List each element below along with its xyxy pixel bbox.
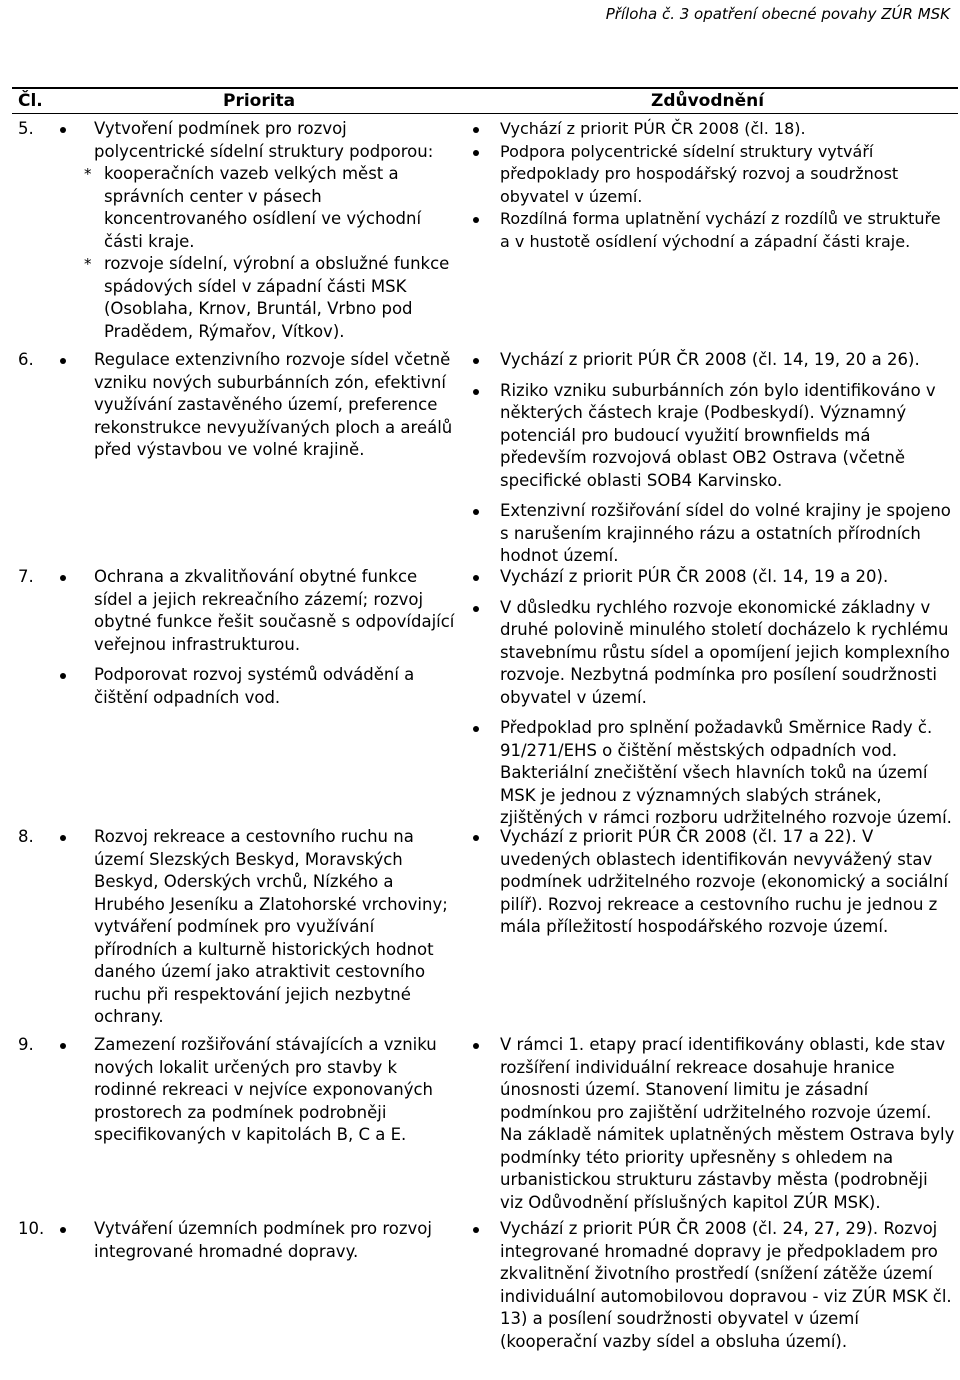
column-header-priority: Priorita — [223, 91, 296, 111]
header-note: Příloha č. 3 opatření obecné povahy ZÚR MSK — [605, 5, 950, 23]
reason-cell — [470, 1034, 955, 1214]
priority-text: Podporovat rozvoj systémů odvádění a čištění odpadních vod. — [60, 664, 460, 709]
priority-text: Zamezení rozšiřování stávajících a vzniku nových lokalit určených pro stavby k rodinné rekreaci v nejvíce exponovaných prostorech za podmínek podrobněji specifikovaných v kapitolách B, C a E. — [60, 1034, 460, 1147]
table-header — [18, 91, 956, 113]
table-top-rule — [12, 87, 958, 89]
row-number: 5. — [18, 119, 34, 138]
row-number: 7. — [18, 567, 34, 586]
priority-text: Vytváření územních podmínek pro rozvoj integrované hromadné dopravy. — [60, 1218, 460, 1263]
priority-cell — [60, 349, 460, 462]
reason-text: Rozdílná forma uplatnění vychází z rozdílů ve struktuře a v hustotě osídlení východní a západní části kraje. — [470, 208, 955, 253]
priority-cell — [60, 826, 460, 1029]
priority-cell — [60, 1218, 460, 1263]
reason-cell — [470, 1218, 955, 1353]
row-number: 6. — [18, 350, 34, 369]
reason-text: Vychází z priorit PÚR ČR 2008 (čl. 24, 27, 29). Rozvoj integrované hromadné dopravy je předpokladem pro zkvalitnění životního prostředí (snížení zátěže území individuální automobilovou dopravou - viz ZÚR MSK čl. 13) a posílení soudržnosti obyvatel v území (kooperační vazby sídel a obsluha území). — [470, 1218, 955, 1353]
priority-subitem: * kooperačních vazeb velkých měst a správních center v pásech koncentrovaného osídlení ve východní části kraje. — [60, 163, 460, 253]
reason-text: V rámci 1. etapy prací identifikovány oblasti, kde stav rozšíření individuální rekreace dosahuje hranice únosnosti území. Stanovení limitu je zásadní podmínkou pro zajištění udržitelného rozvoje území. Na základě námitek uplatněných městem Ostrava byly podmínky této priority upřesněny s ohledem na urbanistickou strukturu zástavby města (podrobněji viz Odůvodnění příslušných kapitol ZÚR MSK). — [470, 1034, 955, 1214]
reason-cell — [470, 118, 955, 253]
row-number: 8. — [18, 827, 34, 846]
reason-cell — [470, 826, 955, 939]
priority-subitem: * rozvoje sídelní, výrobní a obslužné funkce spádových sídel v západní části MSK (Osoblaha, Krnov, Bruntál, Vrbno pod Pradědem, Rýmařov, Vítkov). — [60, 253, 460, 343]
row-number: 9. — [18, 1035, 34, 1054]
reason-cell — [470, 566, 955, 830]
priority-text: Vytvoření podmínek pro rozvoj polycentrické sídelní struktury podporou: — [60, 118, 460, 163]
column-header-reason: Zdůvodnění — [651, 91, 765, 111]
reason-text: Riziko vzniku suburbánních zón bylo identifikováno v některých částech kraje (Podbeskydí). Významný potenciál pro budoucí využití brownfields má především rozvojová oblast OB2 Ostrava (včetně specifické oblasti SOB4 Karvinsko. — [470, 380, 955, 493]
reason-text: Vychází z priorit PÚR ČR 2008 (čl. 18). — [470, 118, 955, 141]
reason-cell — [470, 349, 955, 568]
priority-text: Rozvoj rekreace a cestovního ruchu na území Slezských Beskyd, Moravských Beskyd, Oderských vrchů, Nízkého a Hrubého Jeseníku a Zlatohorské vrchoviny; vytváření podmínek pro využívání přírodních a kulturně historických hodnot daného území jako atraktivit cestovního ruchu při respektování jejich nezbytné ochrany. — [60, 826, 460, 1029]
priority-text: Ochrana a zkvalitňování obytné funkce sídel a jejich rekreačního zázemí; rozvoj obytné funkce řešit současně s odpovídající veřejnou infrastrukturou. — [60, 566, 460, 656]
reason-text: Předpoklad pro splnění požadavků Směrnice Rady č. 91/271/EHS o čištění městských odpadních vod. Bakteriální znečištění všech hlavních toků na území MSK je jednou z významných slabých stránek, zjištěných v rámci rozboru udržitelného rozvoje území. — [470, 717, 955, 830]
priority-cell — [60, 1034, 460, 1147]
reason-text: Vychází z priorit PÚR ČR 2008 (čl. 17 a 22). V uvedených oblastech identifikován nevyvážený stav podmínek udržitelného rozvoje (ekonomický a sociální pilíř). Rozvoj rekreace a cestovního ruchu je jednou z mála příležitostí hospodářského rozvoje území. — [470, 826, 955, 939]
reason-text: V důsledku rychlého rozvoje ekonomické základny v druhé polovině minulého století docházelo k rychlému stavebnímu růstu sídel a opomíjení jejich komplexního rozvoje. Nezbytná podmínka pro posílení soudržnosti obyvatel v území. — [470, 597, 955, 710]
reason-text: Vychází z priorit PÚR ČR 2008 (čl. 14, 19, 20 a 26). — [470, 349, 955, 372]
priority-cell — [60, 118, 460, 343]
column-header-num: Čl. — [18, 91, 43, 111]
row-number: 10. — [18, 1219, 45, 1238]
header-bottom-rule — [12, 113, 958, 114]
reason-text: Podpora polycentrické sídelní struktury vytváří předpoklady pro hospodářský rozvoj a soudržnost obyvatel v území. — [470, 141, 955, 209]
reason-text: Vychází z priorit PÚR ČR 2008 (čl. 14, 19 a 20). — [470, 566, 955, 589]
priority-text: Regulace extenzivního rozvoje sídel včetně vzniku nových suburbánních zón, efektivní využívání zastavěného území, preference rekonstrukce nevyužívaných ploch a areálů před výstavbou ve volné krajině. — [60, 349, 460, 462]
reason-text: Extenzivní rozšiřování sídel do volné krajiny je spojeno s narušením krajinného rázu a ostatních přírodních hodnot území. — [470, 500, 955, 568]
priority-cell — [60, 566, 460, 709]
